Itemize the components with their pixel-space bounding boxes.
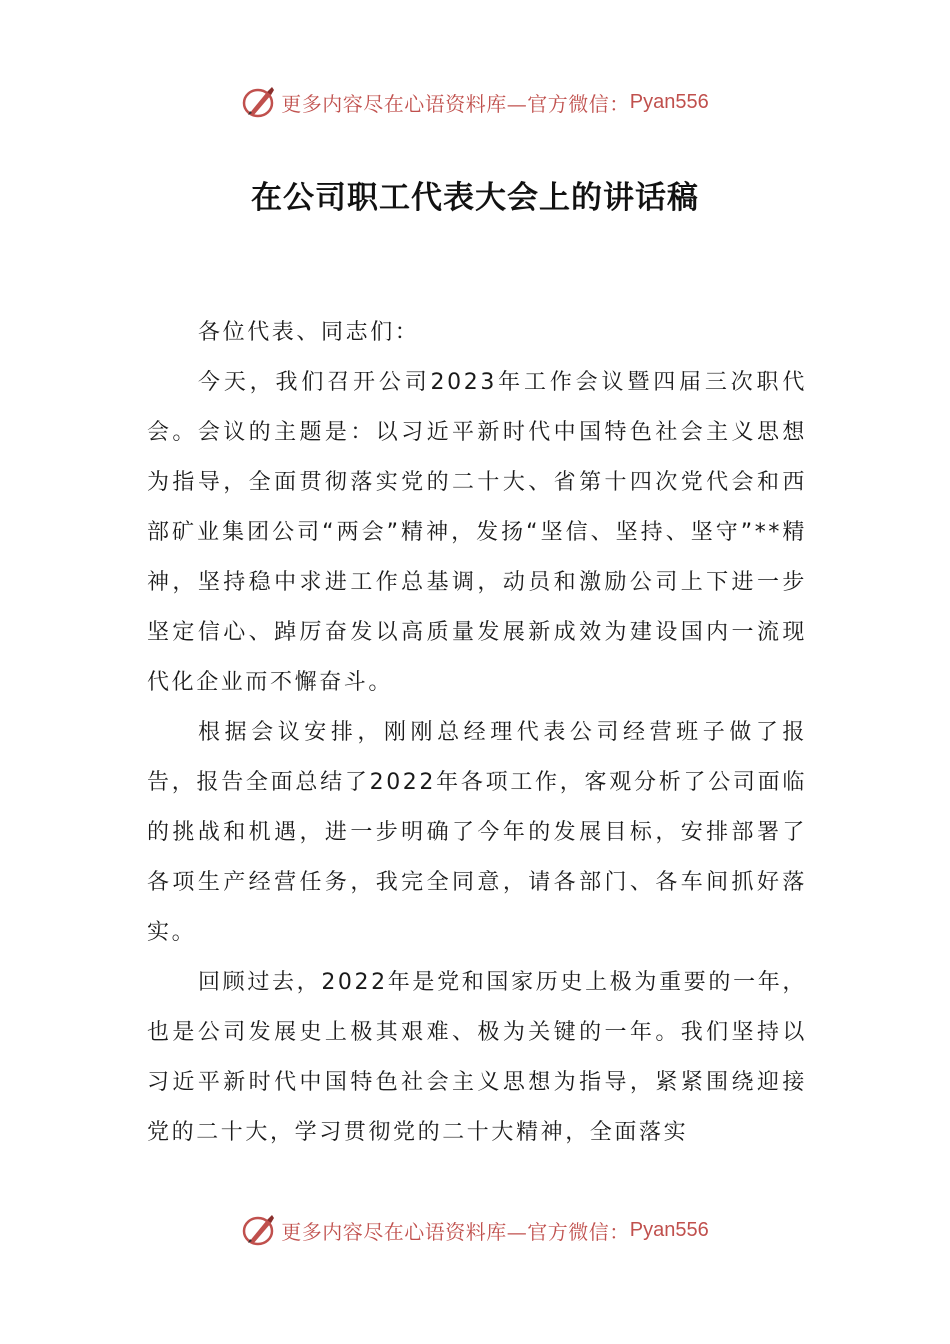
paragraph: 各位代表、同志们： xyxy=(198,320,420,345)
paragraph: 回顾过去，2022年是党和国家历史上极为重要的一年，也是公司发展史上极其艰难、极为关键的一年。我们坚持以习近平新时代中国特色社会主义思想为指导，紧紧围绕迎接党的二十大，学习贯彻党的二十大精神，全面落实 xyxy=(147,970,807,1145)
banner-text: 更多内容尽在心语资料库—官方微信： xyxy=(281,91,630,116)
paragraph: 根据会议安排，刚刚总经理代表公司经营班子做了报告，报告全面总结了2022年各项工作，客观分析了公司面临的挑战和机遇，进一步明确了今年的发展目标，安排部署了各项生产经营任务，我完全同意，请各部门、各车间抓好落实。 xyxy=(147,720,807,945)
paragraph: 今天，我们召开公司2023年工作会议暨四届三次职代会。会议的主题是：以习近平新时代中国特色社会主义思想为指导，全面贯彻落实党的二十大、省第十四次党代会和西部矿业集团公司“两会”精神，发扬“坚信、坚持、坚守”**精神，坚持稳中求进工作总基调，动员和激励公司上下进一步坚定信心、踔厉奋发以高质量发展新成效为建设国内一流现代化企业而不懈奋斗。 xyxy=(147,370,807,695)
wechat-id: Pyan556 xyxy=(629,90,709,113)
wechat-id: Pyan556 xyxy=(629,1218,709,1241)
pen-logo-icon xyxy=(241,1212,277,1248)
document-title: 在公司职工代表大会上的讲话稿 xyxy=(251,180,699,216)
document-body xyxy=(147,308,807,1158)
footer-banner xyxy=(0,1210,950,1250)
banner-text: 更多内容尽在心语资料库—官方微信： xyxy=(281,1219,630,1244)
header-banner xyxy=(0,82,950,122)
pen-logo-icon xyxy=(241,84,277,120)
